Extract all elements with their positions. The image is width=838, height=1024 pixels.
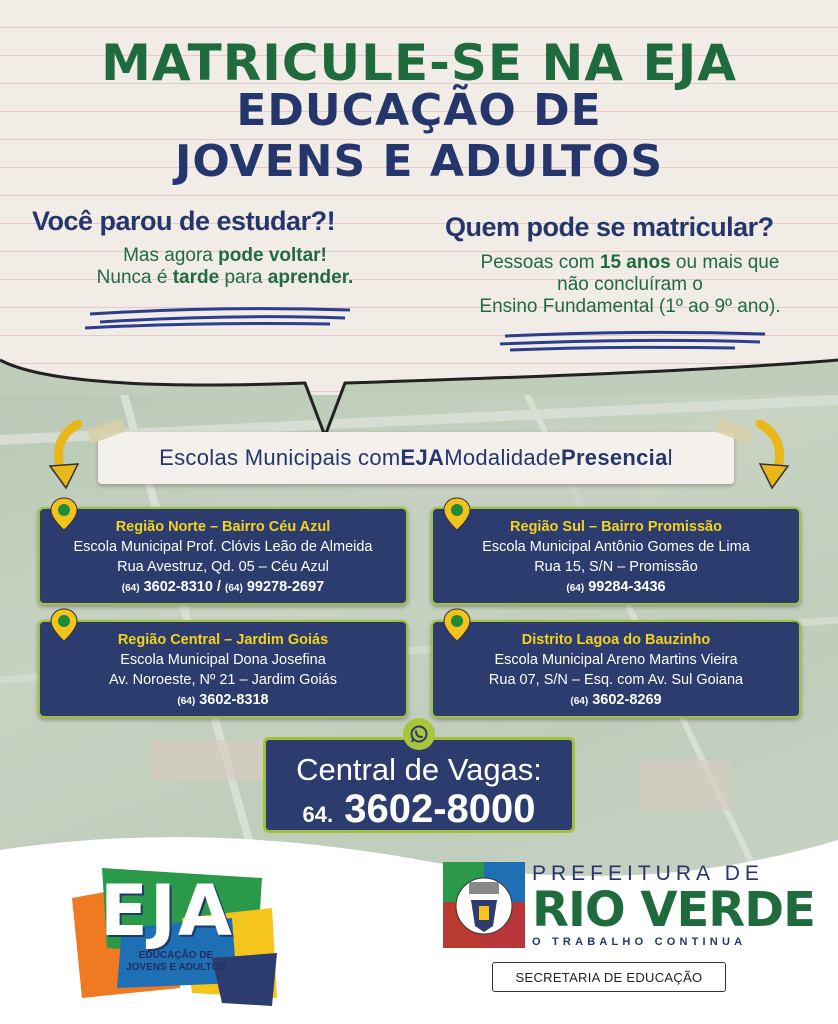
city-crest-icon [443,862,525,948]
school-phone: (64) 3602-8318 [177,692,269,708]
school-phone: (64) 99284-3436 [566,579,666,595]
region-title: Região Norte – Bairro Céu Azul [115,519,331,535]
underline-scribble-right [495,326,775,356]
city-slogan: O TRABALHO CONTINUA [532,936,747,948]
school-name: Escola Municipal Antônio Gomes de Lima [482,539,750,555]
school-phone: (64) 3602-8310 / (64) 99278-2697 [121,579,325,595]
curved-arrow-icon [748,420,794,492]
school-address: Rua 15, S/N – Promissão [534,559,698,575]
city-name: RIO VERDE [532,882,815,938]
left-body: Mas agora pode voltar! Nunca é tarde para aprender. [96,245,354,288]
location-pin-icon [50,497,78,531]
school-card-sul [431,507,801,605]
school-address: Av. Noroeste, Nº 21 – Jardim Goiás [109,672,337,688]
school-address: Rua Avestruz, Qd. 05 – Céu Azul [117,559,329,575]
school-name: Escola Municipal Areno Martins Vieira [494,652,738,668]
main-title-line2: EDUCAÇÃO DE [236,85,602,136]
school-card-central [38,620,408,718]
secretaria-box: SECRETARIA DE EDUCAÇÃO [492,962,726,992]
region-title: Região Central – Jardim Goiás [117,632,329,648]
school-name: Escola Municipal Prof. Clóvis Leão de Almeida [73,539,373,555]
location-pin-icon [50,608,78,642]
schools-banner: Escolas Municipais com EJA Modalidade Presencia l [98,432,734,484]
central-phone: 64. 3602-8000 [302,787,536,831]
central-de-vagas-box [263,737,575,833]
school-name: Escola Municipal Dona Josefina [120,652,326,668]
underline-scribble [80,300,360,332]
school-address: Rua 07, S/N – Esq. com Av. Sul Goiana [488,672,744,688]
location-pin-icon [443,497,471,531]
central-label: Central de Vagas: [296,752,542,787]
right-heading: Quem pode se matricular? [445,212,774,242]
location-pin-icon [443,608,471,642]
left-heading: Você parou de estudar?! [32,206,336,236]
school-card-bauzinho [431,620,801,718]
prefeitura-label: PREFEITURA DE [532,862,764,885]
region-title: Distrito Lagoa do Bauzinho [521,632,711,648]
school-card-norte [38,507,408,605]
school-phone: (64) 3602-8269 [570,692,662,708]
curved-arrow-icon [44,420,90,492]
main-title-line3: JOVENS E ADULTOS [174,136,664,187]
whatsapp-icon [403,718,435,750]
eja-logo-subtitle: EDUCAÇÃO DE JOVENS E ADULTOS [126,950,226,973]
region-title: Região Sul – Bairro Promissão [510,519,722,535]
right-body: Pessoas com 15 anos ou mais que não concluíram o Ensino Fundamental (1º ao 9º ano). [479,252,781,317]
main-title-line1: MATRICULE-SE NA EJA [101,34,737,92]
eja-logo-text: EJA [100,870,235,952]
